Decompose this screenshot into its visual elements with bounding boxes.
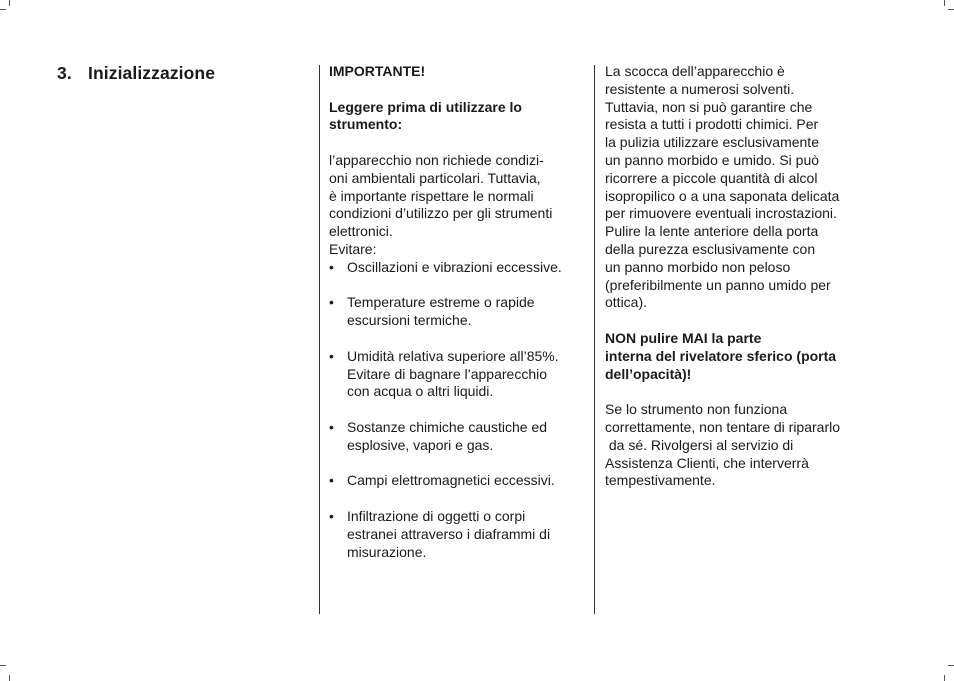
crop-mark-top-right (944, 0, 945, 6)
list-item: • Infiltrazione di oggetti o corpi estranei attraverso i diaframmi di misurazione. (329, 508, 581, 561)
list-item: • Sostanze chimiche caustiche ed esplosive, vapori e gas. (329, 419, 581, 455)
crop-mark-bottom-right (944, 675, 945, 681)
list-item: • Oscillazioni e vibrazioni eccessive. (329, 259, 581, 277)
crop-mark-bottom-left (9, 675, 10, 681)
warning-paragraph: NON pulire MAI la parte interna del rivelatore sferico (porta dell’opacità)! (605, 329, 837, 382)
intro-paragraph: l’apparecchio non richiede condizi- oni ambientali particolari. Tuttavia, è importante rispettare le normali condizioni d’utilizzo per gli strumenti elettronici. Evitare: (329, 151, 553, 257)
crop-mark-top-left (9, 0, 10, 6)
list-item: • Umidità relativa superiore all’85%. Evitare di bagnare l’apparecchio con acqua o altri liquidi. (329, 348, 581, 401)
section-title: Inizializzazione (88, 63, 216, 83)
crop-mark-bottom-right (948, 665, 954, 666)
cleaning-paragraph: La scocca dell’apparecchio è resistente a numerosi solventi. Tuttavia, non si può garantire che resista a tutti i prodotti chimici. Per la pulizia utilizzare esclusivamente un panno morbido e umido. Si può ricorrere a piccole quantità di alcol isopropilico o a una saponata delicata per rimuovere eventuali incrostazioni. Pulire la lente anteriore della porta della purezza esclusivamente con un panno morbido non peloso (preferibilmente un panno umido per ottica). (605, 63, 840, 311)
section-heading (57, 63, 215, 84)
crop-mark-top-right (948, 9, 954, 10)
important-heading: IMPORTANTE! (329, 63, 426, 79)
column-divider-right (594, 65, 595, 614)
read-first-subheading: Leggere prima di utilizzare lo strumento: (329, 98, 522, 133)
important-notes-column (329, 63, 581, 561)
section-number: 3. (57, 63, 72, 83)
avoid-list (329, 259, 581, 562)
crop-mark-bottom-left (0, 665, 6, 666)
list-item: • Campi elettromagnetici eccessivi. (329, 472, 581, 490)
service-paragraph: Se lo strumento non funziona correttamente, non tentare di ripararlo da sé. Rivolgersi al servizio di Assistenza Clienti, che interverrà tempestivamente. (605, 401, 841, 489)
crop-mark-top-left (0, 9, 6, 10)
cleaning-column (605, 63, 865, 490)
list-item: • Temperature estreme o rapide escursioni termiche. (329, 294, 581, 330)
column-divider-left (319, 65, 320, 614)
